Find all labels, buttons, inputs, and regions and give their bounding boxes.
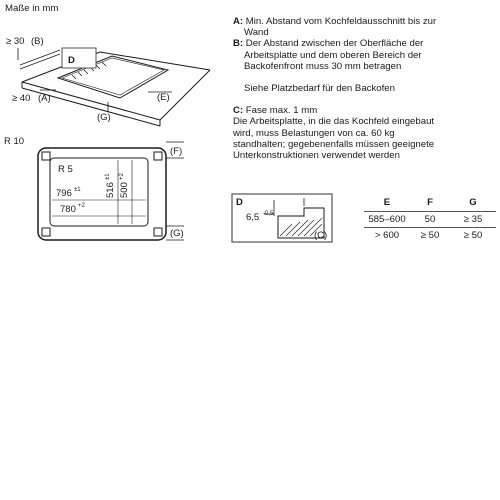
ref-f: (F) — [170, 146, 183, 157]
table-header-row — [364, 197, 496, 212]
table-header-f: F — [427, 197, 433, 208]
table-header-e: E — [383, 197, 391, 208]
cutout-plan-diagram — [0, 132, 200, 252]
note-c-line1: Fase max. 1 mm — [245, 105, 318, 117]
depth-inner-value: 500 — [119, 182, 130, 198]
table-cell: 50 — [410, 212, 450, 228]
note-b-line1: Der Abstand zwischen der Oberfläche der — [245, 38, 424, 50]
ref-a: (A) — [38, 93, 51, 104]
notes-block — [233, 16, 436, 161]
note-b-line2: Arbeitsplatte und dem oberen Bereich der — [244, 49, 422, 61]
dim-a-value: ≥ 40 — [12, 93, 31, 104]
note-a-line1: Min. Abstand vom Kochfeldausschnitt bis zur — [245, 16, 437, 27]
ref-c: (C) — [314, 230, 328, 241]
bevel-detail-diagram — [228, 190, 338, 246]
bevel-dim-tol: -0,5 — [263, 211, 274, 217]
table-row — [364, 212, 496, 228]
note-see-oven: Siehe Platzbedarf für den Backofen — [244, 83, 395, 95]
depth-outer-tol: ±1 — [105, 173, 111, 180]
ref-e: (E) — [157, 92, 170, 103]
depth-inner-tol: +2 — [119, 173, 125, 180]
note-b-line3: Backofenfront muss 30 mm betragen — [244, 60, 402, 72]
table-row — [364, 228, 496, 244]
ref-b: (B) — [31, 36, 44, 47]
corner-radius-label: R 10 — [4, 136, 25, 147]
width-outer-tol: ±1 — [74, 187, 81, 193]
note-c-line4: standhalten; gegebenenfalls müssen geeignete — [233, 138, 435, 150]
note-b-key: B: — [233, 38, 244, 50]
bevel-dim-value: 6,5 — [246, 212, 260, 223]
table-cell: 585–600 — [364, 212, 410, 228]
width-inner-tol: +2 — [78, 203, 85, 209]
table-header-g: G — [469, 197, 477, 208]
note-c-key: C: — [233, 105, 244, 117]
table-cell: > 600 — [364, 228, 410, 244]
dim-b-value: ≥ 30 — [6, 36, 25, 47]
width-outer-value: 796 — [56, 188, 72, 199]
note-a-key: A: — [233, 16, 244, 27]
width-inner-value: 780 — [60, 204, 76, 215]
label-d-detail: D — [236, 197, 243, 208]
note-a-line2: Wand — [244, 27, 269, 39]
ref-g-top: (G) — [97, 112, 111, 123]
inner-radius-label: R 5 — [58, 164, 73, 175]
label-d-top: D — [68, 55, 75, 66]
table-cell: ≥ 50 — [450, 228, 496, 244]
worktop-installation-diagram — [0, 20, 230, 130]
table-cell: ≥ 35 — [450, 212, 496, 228]
table-cell: ≥ 50 — [410, 228, 450, 244]
depth-outer-value: 516 — [105, 182, 116, 198]
note-c-line2: Die Arbeitsplatte, in die das Kochfeld eingebaut — [233, 116, 435, 128]
dimension-table — [364, 197, 496, 243]
note-c-line3: wird, muss Belastungen von ca. 60 kg — [233, 127, 395, 139]
note-c-line5: Unterkonstruktionen verwendet werden — [233, 150, 400, 162]
ref-g-plan: (G) — [170, 228, 184, 239]
units-label: Maße in mm — [5, 3, 59, 14]
